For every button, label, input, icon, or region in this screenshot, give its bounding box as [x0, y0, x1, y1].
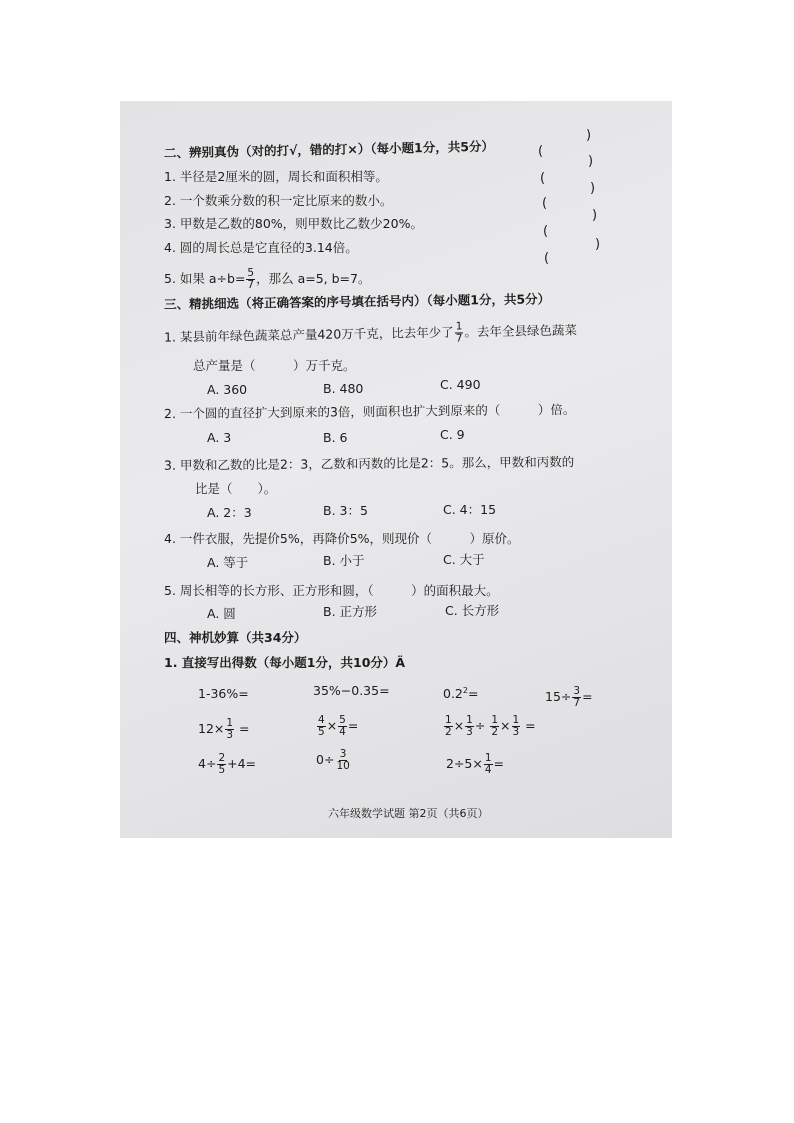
- option-c: C. 4：15: [443, 502, 497, 517]
- option-c: C. 大于: [443, 552, 485, 567]
- section3-title: 三、精挑细选（将正确答案的序号填在括号内）（每小题1分，共5分）: [163, 291, 551, 312]
- answer-paren: (: [540, 171, 546, 186]
- answer-paren: (: [543, 224, 549, 239]
- fraction: $\frac{1}{2}$: [445, 714, 452, 738]
- fraction: $\frac{2}{5}$: [218, 752, 226, 776]
- choice-question-3-line2: 比是（ ）。: [195, 481, 277, 496]
- option-a: A. 360: [207, 382, 248, 397]
- choice-question-3: 3. 甲数和乙数的比是2：3，乙数和丙数的比是2：5。那么，甲数和丙数的: [163, 454, 575, 473]
- fraction: $\frac{3}{10}$: [336, 748, 350, 772]
- fraction: $\frac{1}{3}$: [226, 717, 234, 741]
- choice-question-4: 4. 一件衣服，先提价5%，再降价5%，则现价（ ）原价。: [164, 531, 520, 546]
- calc-item: 4÷ $\frac{2}{5}$ +4=: [198, 752, 257, 776]
- choice-question-5: 5. 周长相等的长方形、正方形和圆，（ ）的面积最大。: [164, 583, 499, 598]
- option-b: B. 正方形: [323, 604, 378, 619]
- option-c: C. 490: [440, 377, 481, 392]
- option-b: B. 480: [323, 381, 364, 396]
- fraction: $\frac{1}{3}$: [466, 714, 473, 738]
- true-false-item-4: 4. 圆的周长总是它直径的3.14倍。: [164, 240, 358, 255]
- true-false-item-3: 3. 甲数是乙数的80%，则甲数比乙数少20%。: [164, 216, 423, 231]
- true-false-item-1: 1. 半径是2厘米的圆，周长和面积相等。: [164, 169, 388, 184]
- true-false-item-2: 2. 一个数乘分数的积一定比原来的数小。: [164, 193, 393, 208]
- answer-paren: ): [586, 128, 592, 143]
- calc-item: 0÷ $\frac{3}{10}$: [316, 748, 350, 772]
- fraction: $\frac{1}{4}$: [484, 752, 492, 776]
- true-false-item-5: 5. 如果 a÷b= $\frac{5}{7}$ ，那么 a=5, b=7。: [164, 267, 371, 291]
- calc-item: 12× $\frac{1}{3}$ =: [198, 717, 250, 741]
- scanned-exam-page: [120, 101, 672, 838]
- answer-paren: ): [592, 208, 598, 223]
- answer-paren: ): [588, 154, 594, 169]
- answer-paren: ): [590, 181, 596, 196]
- fraction: $\frac{5}{7}$: [247, 267, 255, 291]
- choice-question-1: 1. 某县前年绿色蔬菜总产量420万千克，比去年少了 $\frac{1}{7}$ 。去年全县绿色蔬菜: [163, 320, 578, 345]
- option-b: B. 3：5: [323, 503, 368, 518]
- section2-title: 二、辨别真伪（对的打√，错的打×）（每小题1分，共5分）: [163, 138, 495, 161]
- option-b: B. 小于: [323, 553, 365, 568]
- calc-item: $\frac{1}{2}$ × $\frac{1}{3}$ ÷ $\frac{1}{2}$ × $\frac{1}{3}$ =: [445, 714, 536, 738]
- calc-item: 1-36%=: [198, 686, 249, 701]
- option-a: A. 3: [207, 430, 232, 445]
- answer-paren: ): [595, 237, 601, 252]
- answer-paren: (: [538, 144, 544, 159]
- answer-paren: (: [542, 196, 548, 211]
- fraction: $\frac{4}{5}$: [318, 714, 325, 738]
- choice-question-2: 2. 一个圆的直径扩大到原来的3倍，则面积也扩大到原来的（ ）倍。: [163, 401, 576, 422]
- calc-item: 2÷5× $\frac{1}{4}$ =: [446, 752, 505, 776]
- calc-item: $\frac{4}{5}$ × $\frac{5}{4}$ =: [318, 714, 359, 738]
- option-a: A. 圆: [207, 606, 236, 621]
- option-a: A. 等于: [207, 555, 249, 570]
- fraction: $\frac{3}{7}$: [573, 685, 581, 709]
- calc-item: 15÷ $\frac{3}{7}$ =: [545, 685, 593, 709]
- fraction: $\frac{1}{3}$: [512, 714, 520, 738]
- choice-question-1-line2: 总产量是（ ）万千克。: [193, 358, 356, 373]
- fraction: $\frac{5}{4}$: [339, 714, 346, 738]
- option-c: C. 9: [440, 427, 465, 442]
- answer-paren: (: [544, 251, 550, 266]
- option-c: C. 长方形: [445, 603, 500, 618]
- calc-item: 35%−0.35=: [313, 683, 390, 698]
- fraction: $\frac{1}{7}$: [455, 320, 463, 345]
- section4-subtitle: 1. 直接写出得数（每小题1分，共10分）Ä: [164, 655, 406, 670]
- section4-title: 四、神机妙算（共34分）: [164, 630, 307, 645]
- fraction: $\frac{1}{2}$: [491, 714, 499, 738]
- option-b: B. 6: [323, 430, 348, 445]
- page-footer: 六年级数学试题 第2页（共6页）: [328, 807, 489, 820]
- calc-item: $0.2^2=$: [443, 686, 479, 702]
- option-a: A. 2：3: [207, 505, 252, 520]
